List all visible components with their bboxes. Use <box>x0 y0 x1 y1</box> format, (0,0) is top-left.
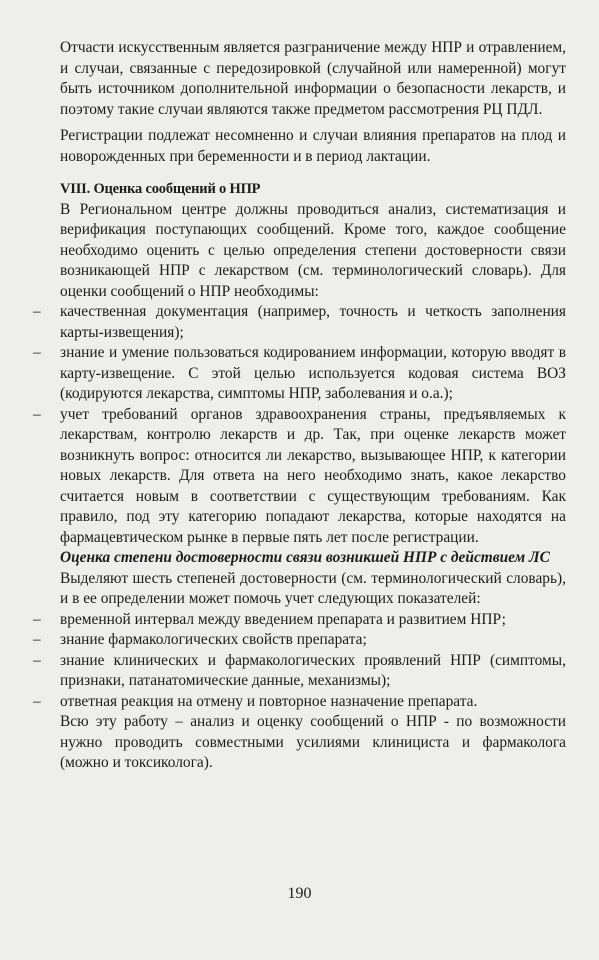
list-item-text: знание клинических и фармакологических проявлений НПР (симптомы, признаки, патанатомические данные, механизмы); <box>60 651 566 689</box>
dash-bullet: – <box>33 303 41 320</box>
subsection-title: Оценка степени достоверности связи возникшей НПР с действием ЛС <box>60 549 550 566</box>
section-intro: В Региональном центре должны проводиться анализ, систематизация и верификация поступающих сообщений. Кроме того, каждое сообщение необходимо оценить с целью определения степени достоверности связи возникающей НПР с лекарством (см. терминологический словарь). Для оценки сообщений о НПР необходимы: <box>60 200 566 300</box>
list-item <box>33 343 566 405</box>
list-item <box>33 405 566 549</box>
indicators-list <box>33 610 566 713</box>
list-item <box>33 630 566 651</box>
list-item <box>33 651 566 692</box>
list-item-text: качественная документация (например, точность и четкость заполнения карты-извещения); <box>60 303 566 341</box>
dash-bullet: – <box>33 344 41 361</box>
list-item-text: знание и умение пользоваться кодированием информации, которую вводят в карту-извещение. С этой целью используется кодовая система ВОЗ (кодируются лекарства, симптомы НПР, заболевания и о.а.); <box>60 344 566 402</box>
subsection-intro: Выделяют шесть степеней достоверности (см. терминологический словарь), и в ее определении может помочь учет следующих показателей: <box>60 569 566 607</box>
dash-bullet: – <box>33 405 41 423</box>
dash-bullet: – <box>33 610 41 628</box>
page-number: 190 <box>287 885 312 902</box>
list-item-text: учет требований органов здравоохранения страны, предъявляемых к лекарствам, контролю лекарств и др. Так, при оценке лекарств может возникнуть вопрос: относится ли лекарство, вызывающее НПР, к категории новых лекарств. Для ответа на него необходимо знать, какое лекарство считается новым в соответствии с существующим требованиям. Как правило, под эту категорию попадают лекарства, которые находятся на фармацевтическом рынке в первые пять лет после регистрации. <box>60 405 566 546</box>
list-item-text: ответная реакция на отмену и повторное назначение препарата. <box>60 692 478 710</box>
dash-bullet: – <box>33 651 41 669</box>
list-item-text: знание фармакологических свойств препарата; <box>60 631 367 648</box>
closing-paragraph: Всю эту работу – анализ и оценку сообщений о НПР - по возможности нужно проводить совместными усилиями клинициста и фармаколога (можно и токсиколога). <box>60 713 566 771</box>
page-text <box>33 38 566 774</box>
list-item <box>33 692 566 713</box>
paragraph: Отчасти искусственным является разграничение между НПР и отравлением, и случаи, связанные с передозировкой (случайной или намеренной) могут быть источником дополнительной информации о безопасности лекарств, и поэтому такие случаи являются также предметом рассмотрения РЦ ПДЛ. <box>60 39 566 118</box>
list-item <box>33 302 566 343</box>
dash-bullet: – <box>33 692 41 710</box>
list-item <box>33 610 566 631</box>
section-title: VIII. Оценка сообщений о НПР <box>60 181 261 197</box>
paragraph: Регистрации подлежат несомненно и случаи влияния препаратов на плод и новорожденных при беременности и в период лактации. <box>60 127 566 165</box>
dash-bullet: – <box>33 631 41 648</box>
list-item-text: временной интервал между введением препарата и развитием НПР; <box>60 610 506 628</box>
requirements-list <box>33 302 566 548</box>
